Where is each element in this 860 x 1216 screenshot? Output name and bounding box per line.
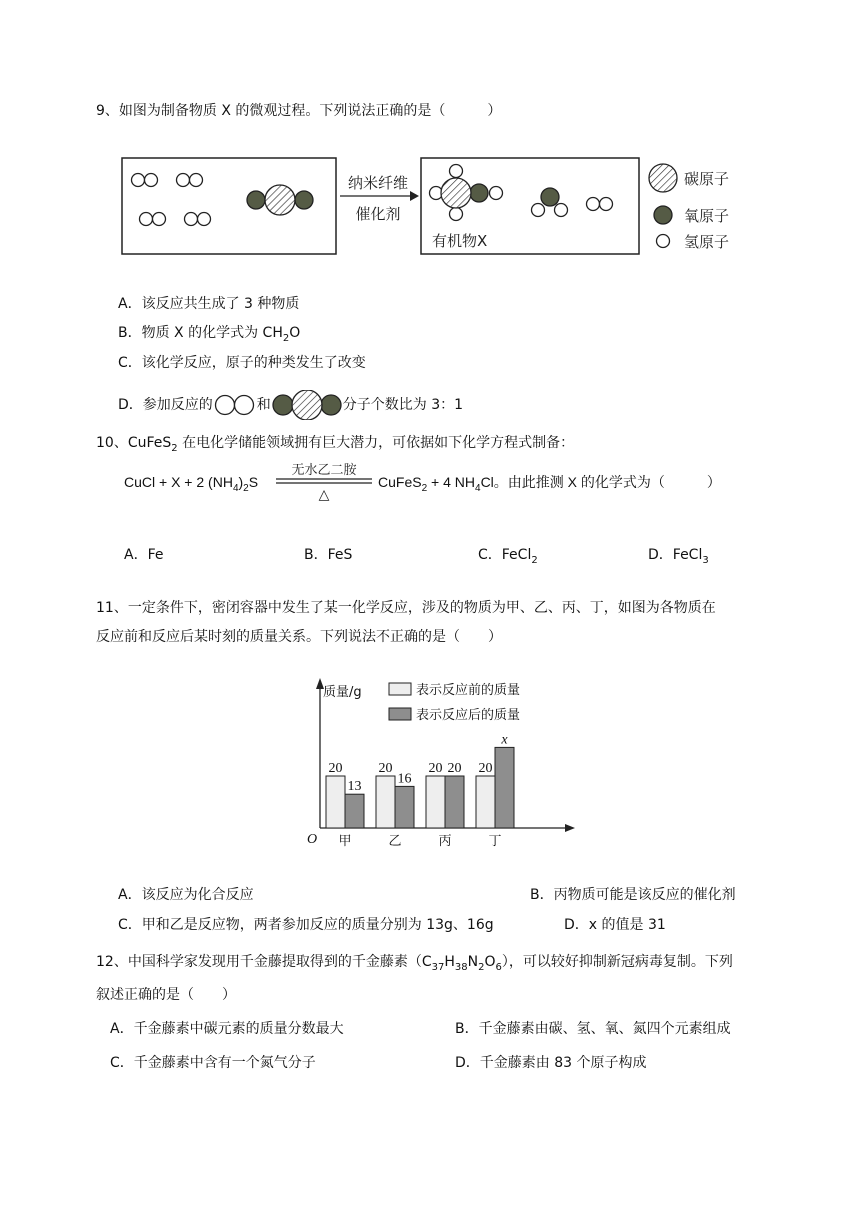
legend-swatch-after	[389, 708, 411, 720]
carbon-dioxide-molecule-icon	[272, 390, 342, 420]
origin-label: O	[307, 832, 318, 847]
q9-option-d-prefix: D．参加反应的	[118, 397, 213, 413]
bar-value-label: 20	[428, 761, 443, 776]
legend-carbon: 碳原子	[684, 170, 730, 188]
q9-option-d-mid: 和	[256, 397, 271, 413]
condition-text: 无水乙二胺	[291, 463, 357, 478]
arrow-bottom-label: 催化剂	[355, 205, 401, 223]
q10-equation-left: CuCl + X + 2 $(NH_4)_2S$	[124, 474, 259, 494]
q9-option-b-suffix: O	[289, 325, 301, 341]
legend-after-label: 表示反应后的质量	[416, 708, 521, 723]
category-label: 丙	[438, 834, 452, 849]
q12-stem-line1: 12、中国科学家发现用千金藤提取得到的千金藤素$(C_{37}H_{38}N_2O_6)$，可以较好抑制新冠病毒复制。下列	[96, 954, 733, 973]
x-axis-arrow	[565, 824, 575, 832]
q9-option-d	[118, 390, 463, 420]
bar-after-2	[395, 786, 414, 828]
legend-swatch-before	[389, 683, 411, 695]
bar-value-label: 13	[347, 779, 362, 795]
q9-reaction-diagram	[118, 150, 758, 260]
q9-stem: 9、如图为制备物质 X 的微观过程。下列说法正确的是（ ）	[96, 103, 502, 119]
q10-option-a: A．Fe	[124, 547, 164, 563]
q10-equation-right: CuFeS$_2$ + 4 $NH_4Cl$。由此推测 X 的化学式为（ ）	[378, 474, 721, 494]
hydrogen-molecule	[132, 174, 211, 226]
q11-stem-line1: 11、一定条件下，密闭容器中发生了某一化学反应，涉及的物质为甲、乙、丙、丁，如图为各物质在	[96, 600, 716, 616]
bar-value-label: 16	[397, 771, 412, 787]
bar-value-label: 20	[328, 761, 343, 776]
carbon-atom-legend-icon	[649, 164, 677, 192]
q11-stem-line2: 反应前和反应后某时刻的质量关系。下列说法不正确的是（ ）	[96, 629, 502, 645]
category-label: 甲	[338, 834, 352, 849]
q10-stem-post: 在电化学储能领域拥有巨大潜力，可依据如下化学方程式制备：	[177, 435, 575, 451]
mass-bar-chart	[305, 675, 580, 855]
q9-option-b-sub: 2	[282, 332, 290, 344]
q10-stem-pre: 10、CuFeS	[96, 435, 172, 451]
q10-option-c: C．FeCl$_2$	[478, 547, 538, 566]
heat-symbol: △	[318, 487, 330, 501]
q9-option-d-suffix: 分子个数比为 3：1	[342, 397, 464, 413]
bar-before-3	[426, 776, 445, 828]
reaction-condition	[276, 461, 372, 501]
bar-value-label: 20	[378, 761, 393, 776]
legend-before-label: 表示反应前的质量	[416, 683, 521, 698]
bar-before-4	[476, 776, 495, 828]
q12-option-c: C．千金藤素中含有一个氮气分子	[110, 1055, 316, 1071]
q11-option-d: D．x 的值是 31	[564, 917, 666, 933]
bar-after-4	[495, 747, 514, 828]
q12-option-a: A．千金藤素中碳元素的质量分数最大	[110, 1021, 344, 1037]
legend-hydrogen: 氢原子	[684, 233, 730, 251]
bar-value-label: 20	[478, 761, 493, 776]
bar-before-2	[376, 776, 395, 828]
hydrogen-atom-legend-icon	[657, 235, 670, 248]
water-molecule	[532, 188, 568, 217]
hydrogen-molecule-icon	[214, 394, 256, 416]
category-label: 乙	[388, 834, 402, 849]
product-label: 有机物X	[432, 232, 488, 250]
q11-option-c: C．甲和乙是反应物，两者参加反应的质量分别为 13g、16g	[118, 917, 494, 933]
q12-stem-line2: 叙述正确的是（ ）	[96, 987, 236, 1003]
hydrogen-molecule-right	[587, 198, 613, 211]
q9-option-b	[118, 323, 300, 349]
oxygen-atom-legend-icon	[654, 206, 672, 224]
q10-option-d: D．FeCl$_3$	[648, 547, 709, 566]
q9-option-b-text: B．物质 X 的化学式为 CH	[118, 325, 283, 341]
q11-option-a: A．该反应为化合反应	[118, 887, 254, 903]
q9-option-a: A．该反应共生成了 3 种物质	[118, 296, 300, 312]
organic-x-molecule	[430, 165, 503, 221]
q12-option-d: D．千金藤素由 83 个原子构成	[455, 1055, 647, 1071]
bar-after-3	[445, 776, 464, 828]
q9-option-c: C．该化学反应，原子的种类发生了改变	[118, 355, 366, 371]
bar-value-label: x	[501, 732, 508, 748]
carbon-dioxide-molecule	[247, 185, 313, 215]
q10-stem-sub: 2	[171, 442, 178, 454]
arrow-top-label: 纳米纤维	[347, 174, 409, 192]
q10-option-b: B．FeS	[304, 547, 353, 563]
y-axis-label: 质量/g	[323, 685, 362, 700]
bar-value-label: 20	[447, 761, 462, 776]
bar-before-1	[326, 776, 345, 828]
bar-after-1	[345, 794, 364, 828]
legend-oxygen: 氧原子	[684, 207, 730, 225]
q11-option-b: B．丙物质可能是该反应的催化剂	[530, 887, 736, 903]
q10-stem	[96, 433, 574, 459]
category-label: 丁	[488, 834, 502, 849]
q12-option-b: B．千金藤素由碳、氢、氧、氮四个元素组成	[455, 1021, 731, 1037]
